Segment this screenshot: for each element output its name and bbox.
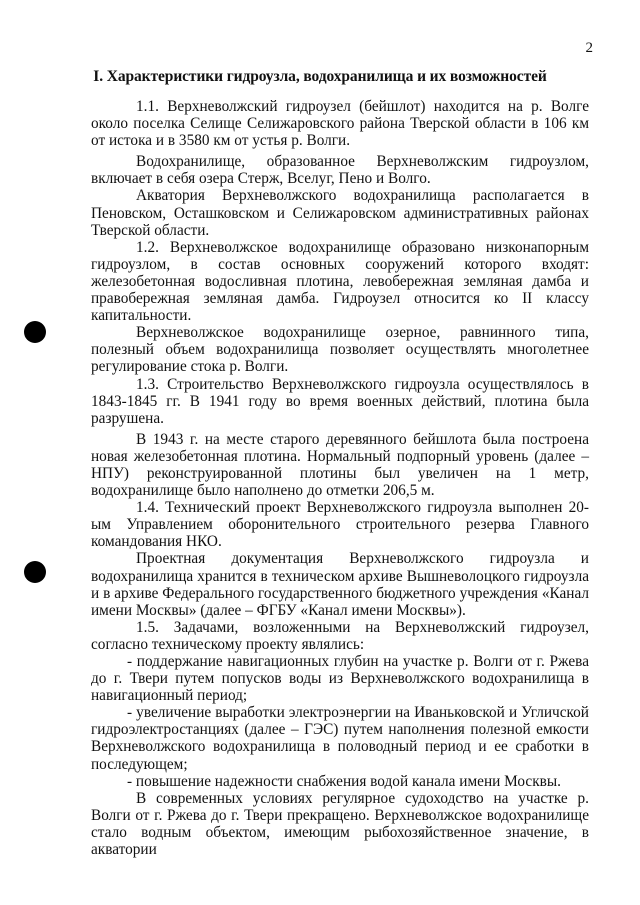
paragraph-1943: В 1943 г. на месте старого деревянного бейшлота была построена новая железобетонная плотина. Нормальный подпорный уровень (далее – НПУ) реконструированной плотины был увеличен на 1 метр, водохранилище было наполнено до отметки 206,5 м. [91,430,589,500]
paragraph-1-1: 1.1. Верхневолжский гидроузел (бейшлот) находится на р. Волге около поселка Селище Селижаровского района Тверской области в 106 км от истока и в 3580 км от устья р. Волги. [91,98,589,150]
paragraph-1-3: 1.3. Строительство Верхневолжского гидроузла осуществлялось в 1843-1845 гг. В 1941 году во время военных действий, плотина была разрушена. [91,375,589,427]
paragraph-1-2: 1.2. Верхневолжское водохранилище образовано низконапорным гидроузлом, в состав основных сооружений которого входят: железобетонная водосливная плотина, левобережная земляная дамба и правобережная земляная дамба. Гидроузел относится ко II классу капитальности. [91,238,589,325]
paragraph-1-4: 1.4. Технический проект Верхневолжского гидроузла выполнен 20-ым Управлением оборонительного строительного резерва Главного командования НКО. [91,499,589,551]
paragraph-reservoir-lakes: Водохранилище, образованное Верхневолжским гидроузлом, включает в себя озера Стерж, Вселуг, Пено и Волго. [91,153,589,188]
paragraph-documentation: Проектная документация Верхневолжского гидроузла и водохранилища хранится в техническом архиве Вышневолоцкого гидроузла и в архиве Федерального государственного бюджетного учреждения «Канал имени Москвы» (далее – ФГБУ «Канал имени Москвы»). [91,550,589,619]
paragraph-1-5: 1.5. Задачами, возложенными на Верхневолжский гидроузел, согласно техническому проекту являлись: [91,618,589,653]
list-item-navigation: - поддержание навигационных глубин на участке р. Волги от г. Ржева до г. Твери путем попусков воды из Верхневолжского водохранилища в навигационный период; [91,653,589,705]
punch-hole-mark [24,321,46,343]
paragraph-current-conditions: В современных условиях регулярное судоходство на участке р. Волги от г. Ржева до г. Твери прекращено. Верхневолжское водохранилище стало водным объектом, имеющим рыбохозяйственное значение, в акватории [91,789,589,859]
paragraph-aquatory: Акватория Верхневолжского водохранилища располагается в Пеновском, Осташковском и Селижаровском административных районах Тверской области. [91,187,589,239]
punch-hole-mark [24,561,46,583]
list-item-energy: - увеличение выработки электроэнергии на Иваньковской и Угличской гидроэлектростанциях (далее – ГЭС) путем наполнения полезной емкости Верхневолжского водохранилища в половодный период и ее сработки в последующем; [91,704,589,773]
document-body [91,98,589,858]
section-title: I. Характеристики гидроузла, водохранилища и их возможностей [93,68,547,85]
list-item-water-supply: - повышение надежности снабжения водой канала имени Москвы. [127,772,561,790]
page-number: 2 [585,40,593,56]
paragraph-reservoir-type: Верхневолжское водохранилище озерное, равнинного типа, полезный объем водохранилища позволяет осуществлять многолетнее регулирование стока р. Волги. [91,324,589,376]
